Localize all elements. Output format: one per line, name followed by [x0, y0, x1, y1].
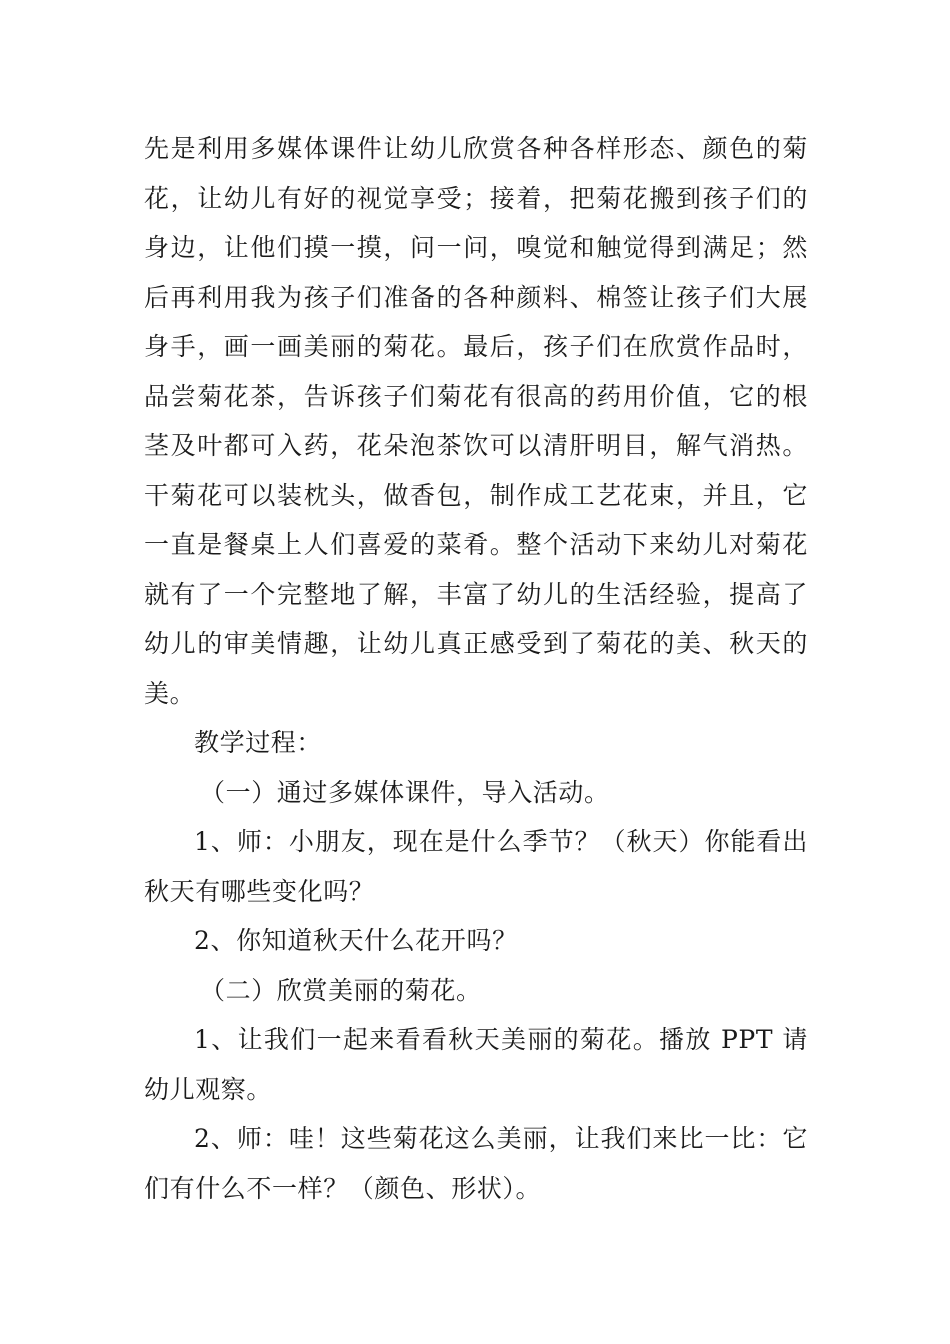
list-item-2-2: 2、师：哇！这些菊花这么美丽，让我们来比一比：它们有什么不一样？（颜色、形状）。: [144, 1124, 808, 1203]
document-body: [144, 124, 808, 1213]
list-item-2-1: 1、让我们一起来看看秋天美丽的菊花。播放 PPT 请幼儿观察。: [144, 1025, 808, 1104]
list-item-1-1: 1、师：小朋友，现在是什么季节？（秋天）你能看出秋天有哪些变化吗？: [144, 827, 808, 906]
subsection-heading-2: （二）欣赏美丽的菊花。: [200, 975, 482, 1005]
list-item-1-2: 2、你知道秋天什么花开吗？: [194, 926, 518, 955]
section-heading-teaching-process: 教学过程：: [194, 728, 323, 757]
subsection-heading-1: （一）通过多媒体课件，导入活动。: [200, 777, 610, 807]
intro-paragraph: 先是利用多媒体课件让幼儿欣赏各种各样形态、颜色的菊花，让幼儿有好的视觉享受；接着，把菊花搬到孩子们的身边，让他们摸一摸，问一问，嗅觉和触觉得到满足；然后再利用我为孩子们准备的各种颜料、棉签让孩子们大展身手，画一画美丽的菊花。最后，孩子们在欣赏作品时，品尝菊花茶，告诉孩子们菊花有很高的药用价值，它的根茎及叶都可入药，花朵泡茶饮可以清肝明目，解气消热。干菊花可以装枕头，做香包，制作成工艺花束，并且，它一直是餐桌上人们喜爱的菜肴。整个活动下来幼儿对菊花就有了一个完整地了解，丰富了幼儿的生活经验，提高了幼儿的审美情趣，让幼儿真正感受到了菊花的美、秋天的美。: [144, 134, 808, 708]
